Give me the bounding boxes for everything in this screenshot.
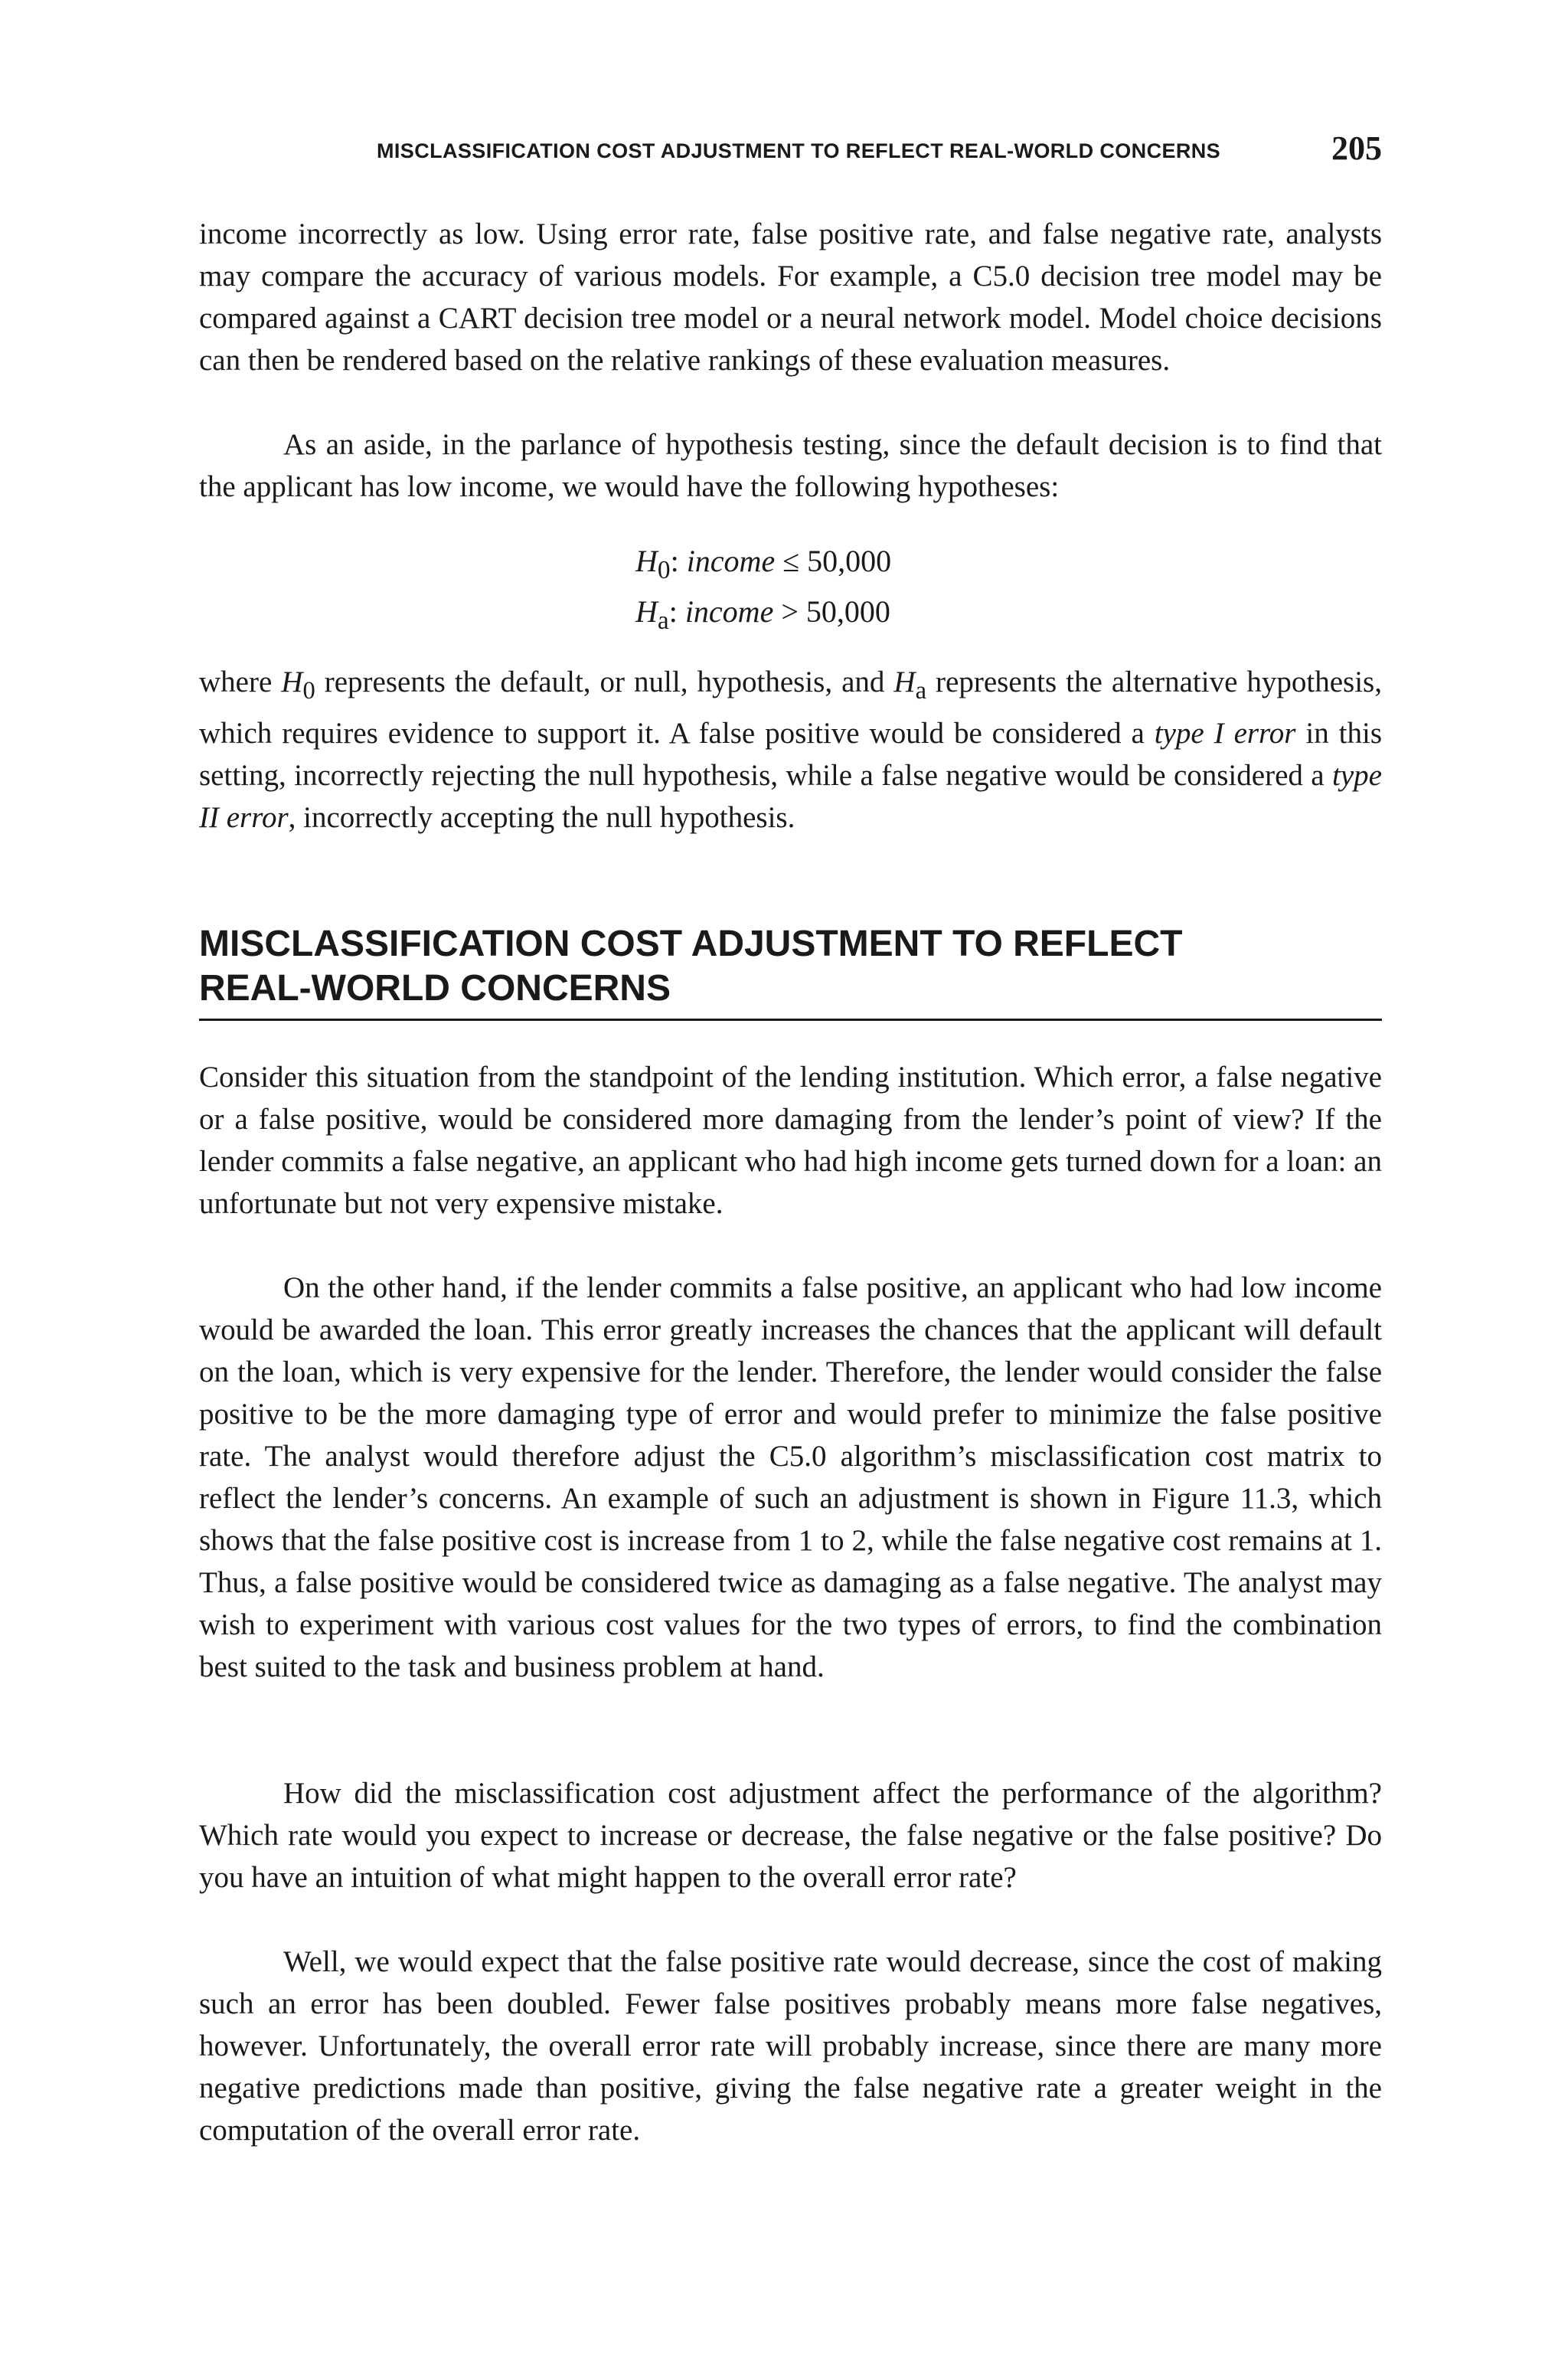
- where-ha-subscript: a: [915, 676, 927, 705]
- where-text-1: where: [199, 666, 282, 698]
- section-paragraph-2: On the other hand, if the lender commits a false positive, an applicant who had low income would be awarded the loan. This error greatly increases the chances that the applicant will default on the loan, which is very expensive for the lender. Therefore, the lender would consider the false positive to be the more damaging type of error and would prefer to minimize the false positive rate. The analyst would therefore adjust the C5.0 algorithm’s misclassification cost matrix to reflect the lender’s concerns. An example of such an adjustment is shown in Figure 11.3, which shows that the false positive cost is increase from 1 to 2, while the false negative cost remains at 1. Thus, a false positive would be considered twice as damaging as a false negative. The analyst may wish to experiment with various cost values for the two types of errors, to find the combination best suited to the task and business problem at hand.: [199, 1271, 1382, 1683]
- ha-relation: > 50,000: [773, 594, 890, 629]
- running-head: [199, 129, 1382, 175]
- where-h0-symbol: H: [281, 666, 303, 698]
- page-number: 205: [1331, 129, 1382, 167]
- where-text-4: in this setting, incorrectly rejecting the null hypothesis, while a false negative would be considered a: [199, 716, 1382, 792]
- where-paragraph: [199, 661, 1382, 839]
- running-head-title: MISCLASSIFICATION COST ADJUSTMENT TO REFLECT REAL-WORLD CONCERNS: [377, 139, 1221, 162]
- section-paragraph-3: How did the misclassification cost adjustment affect the performance of the algorithm? Which rate would you expect to increase or decrease, the false negative or the false positive? Do you have an intuition of what might happen to the overall error rate?: [199, 1777, 1382, 1894]
- section-heading: [199, 922, 1382, 1021]
- type-two-error-term: type II error: [199, 758, 1382, 834]
- where-ha-symbol: H: [893, 666, 916, 698]
- hypothesis-alternative: [635, 587, 890, 646]
- where-text-3: represents the alternative hypothesis, which requires evidence to support it. A false positive would be considered a: [199, 666, 1382, 750]
- section-paragraph-4: Well, we would expect that the false positive rate would decrease, since the cost of making such an error has been doubled. Fewer false positives probably means more false negatives, however. Unfortunately, the overall error rate will probably increase, since there are many more negative predictions made than positive, giving the false negative rate a greater weight in the computation of the overall error rate.: [199, 1945, 1382, 2147]
- ha-separator: :: [668, 594, 685, 629]
- where-text-2: represents the default, or null, hypothesis, and: [315, 666, 894, 698]
- h0-separator: :: [670, 544, 687, 578]
- h0-variable: income: [686, 544, 776, 578]
- section-paragraph-1: Consider this situation from the standpoint of the lending institution. Which error, a false negative or a false positive, would be considered more damaging from the lender’s point of view? If the lender commits a false negative, an applicant who had high income gets turned down for a loan: an unfortunate but not very expensive mistake.: [199, 1061, 1382, 1220]
- h0-symbol: H: [635, 544, 658, 578]
- type-one-error-term: type I error: [1154, 716, 1296, 750]
- section-heading-line-2: REAL-WORLD CONCERNS: [199, 968, 671, 1009]
- section-heading-line-1: MISCLASSIFICATION COST ADJUSTMENT TO REFLECT: [199, 924, 1183, 964]
- h0-subscript: 0: [657, 556, 671, 584]
- intro-paragraph: income incorrectly as low. Using error rate, false positive rate, and false negative rate, analysts may compare the accuracy of various models. For example, a C5.0 decision tree model may be compared against a CART decision tree model or a neural network model. Model choice decisions can then be rendered based on the relative rankings of these evaluation measures.: [199, 218, 1382, 377]
- where-text-5: , incorrectly accepting the null hypothesis.: [288, 800, 795, 834]
- ha-variable: income: [684, 594, 774, 629]
- ha-subscript: a: [657, 607, 669, 635]
- ha-symbol: H: [635, 594, 658, 629]
- aside-paragraph: As an aside, in the parlance of hypothesis testing, since the default decision is to find that the applicant has low income, we would have the following hypotheses:: [199, 428, 1382, 503]
- where-h0-subscript: 0: [302, 676, 315, 705]
- h0-relation: ≤ 50,000: [775, 544, 892, 578]
